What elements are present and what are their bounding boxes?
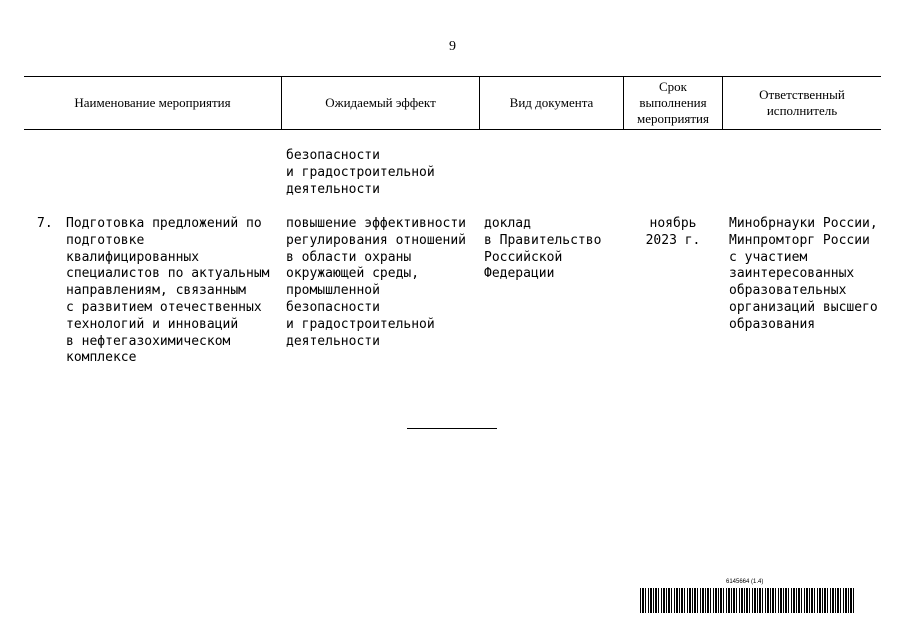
barcode-caption: 6145664 (1.4)	[726, 579, 764, 585]
barcode	[640, 588, 856, 613]
header-effect: Ожидаемый эффект	[325, 95, 436, 110]
table-header-bottom-rule	[24, 129, 881, 130]
header-document-type: Вид документа	[509, 95, 594, 110]
continuation-effect-text: безопасности и градостроительной деятельности	[286, 148, 435, 197]
row-responsible: Минобрнауки России, Минпромторг России с участием заинтересованных образовательных организаций высшего образования	[729, 216, 878, 332]
page-number: 9	[449, 39, 456, 54]
end-of-document-rule	[407, 428, 497, 429]
header-deadline: Срок выполнения мероприятия	[636, 79, 709, 126]
row-number: 7.	[37, 216, 53, 231]
header-name: Наименование мероприятия	[74, 95, 231, 110]
row-effect: повышение эффективности регулирования отношений в области охраны окружающей среды, промышленной безопасности и градостроительной деятельности	[286, 216, 467, 349]
row-deadline: ноябрь 2023 г.	[645, 216, 701, 248]
row-name: Подготовка предложений по подготовке квалифицированных специалистов по актуальным направлениям, связанным с развитием отечественных технологий и инноваций в нефтегазохимическом комплексе	[66, 216, 270, 366]
row-document-type: доклад в Правительство Российской Федерации	[484, 216, 602, 282]
header-responsible: Ответственный исполнитель	[759, 87, 845, 118]
